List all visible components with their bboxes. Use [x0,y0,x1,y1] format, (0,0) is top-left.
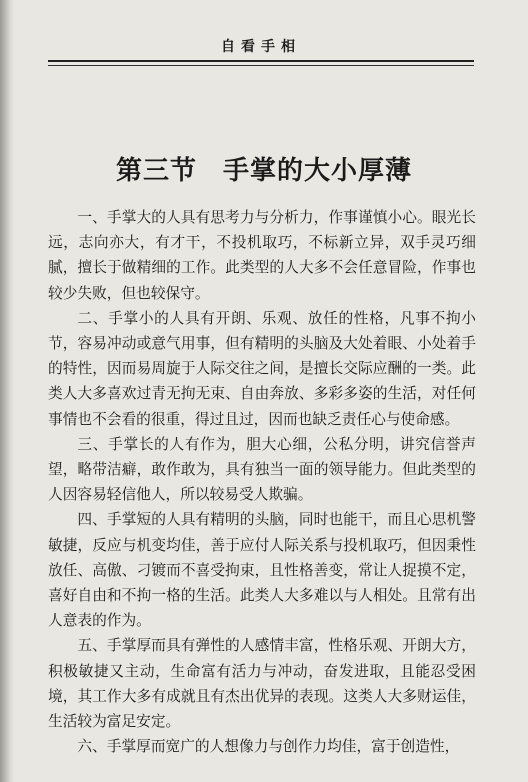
page-edge-shadow [0,0,14,782]
paragraph-6: 六、手掌厚而宽广的人想像力与创作力均佳，富于创造性， [77,738,460,756]
paragraph-5: 五、手掌厚而具有弹性的人感情丰富，性格乐观、开朗大方，积极敏捷又主动，生命富有活力与冲动，奋发进取，且能忍受困境，其工作大多有成就且有杰出优异的表现。这类人大多财运佳，生活较为富足安定。 [48,637,476,731]
paragraph-1: 一、手掌大的人具有思考力与分析力，作事谨慎小心。眼光长远，志向亦大，有才干，不投机取巧，不标新立异，双手灵巧细腻，擅长于做精细的工作。此类型的人大多不会任意冒险，作事也较少失败，但也较保守。 [48,209,476,302]
section-heading [0,150,528,187]
paragraph-3: 三、手掌长的人有作为，胆大心细，公私分明，讲究信誉声望，略带洁癖，敢作敢为，具有独当一面的领导能力。但此类型的人因容易轻信他人，所以较易受人欺骗。 [48,435,476,504]
section-title: 手掌的大小厚薄 [223,156,413,186]
header-title: 自看手相 [221,39,301,55]
paragraph-2: 二、手掌小的人具有开朗、乐观、放任的性格，凡事不拘小节，容易冲动或意气用事，但有精明的头脑及大处着眼、小处着手的特性，因而易周旋于人际交往之间，是擅长交际应酬的一类。此类人大多喜欢过青无拘无束、自由奔放、多彩多姿的生活，对任何事情也不会看的很重，得过且过，因而也缺乏责任心与使命感。 [48,309,476,428]
running-header [48,30,474,62]
paragraph-4: 四、手掌短的人具有精明的头脑，同时也能干，而且心思机警敏捷，反应与机变均佳，善于应付人际关系与投机取巧，但因秉性放任、高傲、刁镀而不喜受拘束，且性格善变，常让人捉摸不定，喜好自由和不拘一格的生活。此类人大多难以与人相处。且常有出人意表的作为。 [48,511,476,630]
section-number: 第三节 [115,156,197,186]
body-text [48,205,476,759]
